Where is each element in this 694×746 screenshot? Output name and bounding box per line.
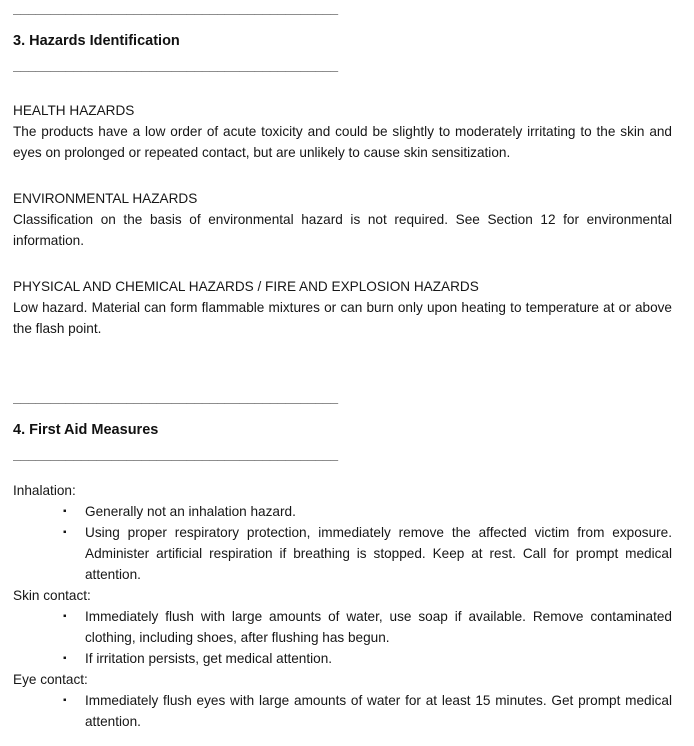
physical-chemical-hazards-block (13, 276, 672, 339)
square-bullet-icon: ▪ (63, 695, 67, 706)
skin-contact-label: Skin contact: (13, 588, 91, 603)
square-bullet-icon: ▪ (63, 611, 67, 622)
list-item (13, 690, 672, 732)
list-item-text: Immediately flush with large amounts of water, use soap if available. Remove contaminated clothing, including shoes, after flushing has begun. (85, 609, 672, 645)
skin-contact-bullet-list (13, 606, 672, 669)
list-item-text: If irritation persists, get medical attention. (85, 651, 333, 666)
inhalation-bullet-list (13, 501, 672, 585)
section-divider: ___________________________________________ (13, 390, 339, 405)
section-4-title: 4. First Aid Measures (13, 422, 159, 438)
health-hazards-block (13, 100, 672, 163)
skin-contact-group (13, 585, 672, 669)
physical-chemical-hazards-body: Low hazard. Material can form flammable mixtures or can burn only upon heating to temperature at or above the flash point. (13, 300, 672, 336)
list-item-text: Generally not an inhalation hazard. (85, 504, 296, 519)
physical-chemical-hazards-heading: PHYSICAL AND CHEMICAL HAZARDS / FIRE AND EXPLOSION HAZARDS (13, 279, 479, 294)
inhalation-group (13, 480, 672, 585)
health-hazards-heading: HEALTH HAZARDS (13, 103, 135, 118)
list-item (13, 501, 672, 522)
environmental-hazards-block (13, 188, 672, 251)
environmental-hazards-heading: ENVIRONMENTAL HAZARDS (13, 191, 198, 206)
section-divider: ___________________________________________ (13, 1, 339, 16)
square-bullet-icon: ▪ (63, 653, 67, 664)
section-divider: ___________________________________________ (13, 58, 339, 73)
list-item (13, 522, 672, 585)
list-item-text: Using proper respiratory protection, immediately remove the affected victim from exposure. Administer artificial respiration if breathing is stopped. Keep at rest. Call for prompt medical attention. (85, 525, 672, 582)
environmental-hazards-body: Classification on the basis of environmental hazard is not required. See Section 12 for environmental information. (13, 212, 672, 248)
section-3-title: 3. Hazards Identification (13, 33, 180, 49)
list-item-text: Immediately flush eyes with large amounts of water for at least 15 minutes. Get prompt medical attention. (85, 693, 672, 729)
first-aid-measures (13, 480, 672, 732)
list-item (13, 606, 672, 648)
square-bullet-icon: ▪ (63, 506, 67, 517)
eye-contact-group (13, 669, 672, 732)
section-divider: ___________________________________________ (13, 447, 339, 462)
list-item (13, 648, 672, 669)
health-hazards-body: The products have a low order of acute toxicity and could be slightly to moderately irritating to the skin and eyes on prolonged or repeated contact, but are unlikely to cause skin sensitization. (13, 124, 672, 160)
square-bullet-icon: ▪ (63, 527, 67, 538)
eye-contact-bullet-list (13, 690, 672, 732)
eye-contact-label: Eye contact: (13, 672, 88, 687)
inhalation-label: Inhalation: (13, 483, 76, 498)
